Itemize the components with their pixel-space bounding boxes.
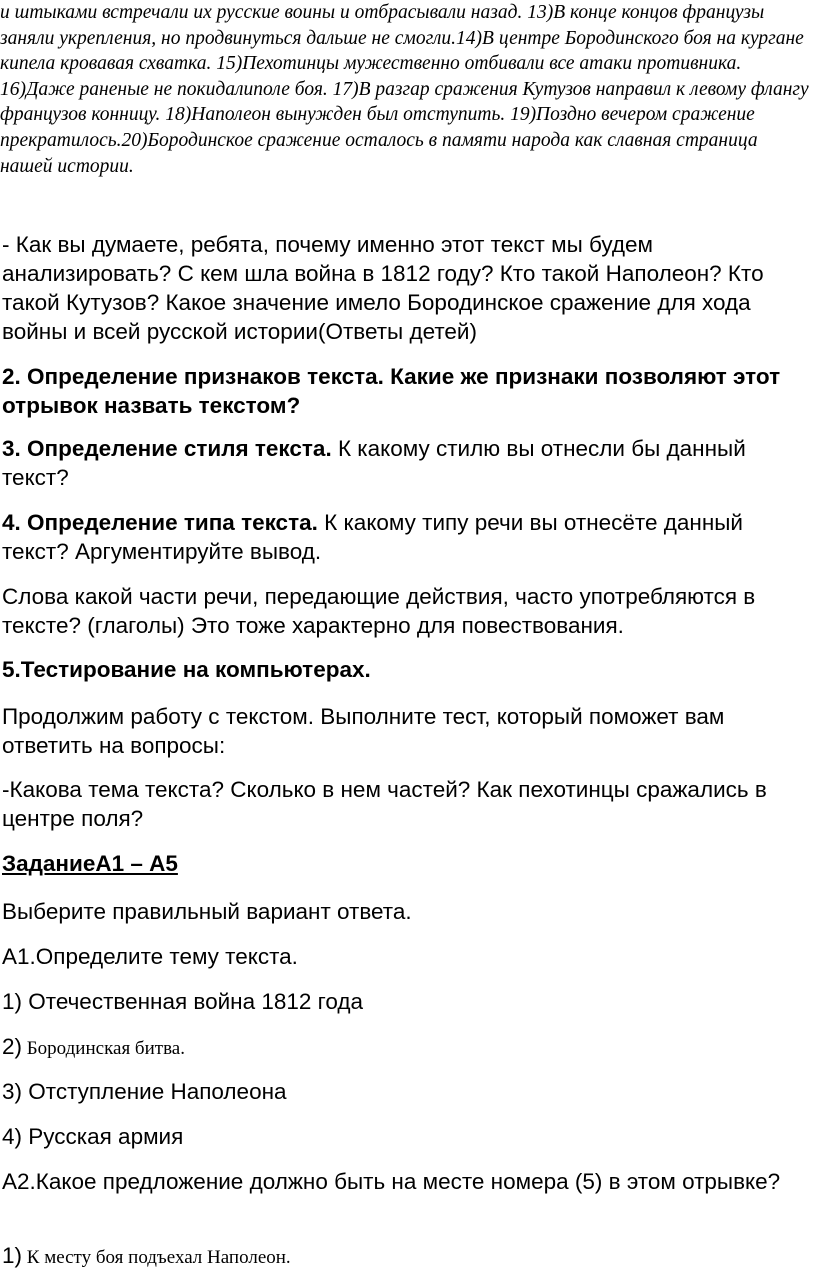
a1-option-4-number: 4) xyxy=(2,1124,23,1149)
a1-option-2 xyxy=(2,1032,814,1063)
italic-text-excerpt: и штыками встречали их русские воины и отбрасывали назад. 13)В конце концов французы заняли укрепления, но продвинуться дальше не смогли.14)В центре Бородинского боя на кургане кипела кровавая схватка. 15)Пехотинцы мужественно отбивали все атаки противника. 16)Даже раненые не покидалиполе боя. 17)В разгар сражения Кутузов направил к левому флангу французов конницу. 18)Наполеон вынужден был отступить. 19)Поздно вечером сражение прекратилось.20)Бородинское сражение осталось в памяти народа как славная страница нашей истории. xyxy=(0,2,809,177)
test-questions-paragraph: -Какова тема текста? Сколько в нем частей? Как пехотинцы сражались в центре поля? xyxy=(2,777,767,831)
a1-option-1-number: 1) xyxy=(2,989,23,1014)
a1-option-1-text: Отечественная война 1812 года xyxy=(22,989,364,1014)
parts-of-speech-paragraph: Слова какой части речи, передающие действия, часто употребляются в тексте? (глаголы) Это тоже характерно для повествования. xyxy=(2,584,756,638)
a1-option-1 xyxy=(2,987,814,1016)
section-3-text: К какому стилю вы отнесли бы данный текст? xyxy=(2,436,746,490)
discussion-questions: - Как вы думаете, ребята, почему именно этот текст мы будем анализировать? С кем шла война в 1812 году? Кто такой Наполеон? Кто такой Кутузов? Какое значение имело Бородинское сражение для хода войны и всей русской истории(Ответы детей) xyxy=(2,232,764,344)
a1-question: А1.Определите тему текста. xyxy=(2,944,298,969)
a2-option-1-number: 1) xyxy=(2,1243,23,1268)
a2-option-1-text: К месту боя подъехал Наполеон. xyxy=(22,1247,291,1268)
choose-answer-instruction: Выберите правильный вариант ответа. xyxy=(2,899,412,924)
section-4-heading: 4. Определение типа текста. xyxy=(2,510,318,535)
a2-question: А2.Какое предложение должно быть на месте номера (5) в этом отрывке? xyxy=(2,1169,781,1194)
a1-option-3-text: Отступление Наполеона xyxy=(22,1079,287,1104)
a1-option-3-number: 3) xyxy=(2,1079,23,1104)
continue-paragraph: Продолжим работу с текстом. Выполните тест, который поможет вам ответить на вопросы: xyxy=(2,704,725,758)
a1-option-4-text: Русская армия xyxy=(22,1124,184,1149)
a1-option-4 xyxy=(2,1122,814,1151)
section-3-heading: 3. Определение стиля текста. xyxy=(2,436,332,461)
a1-option-2-text: Бородинская битва. xyxy=(22,1038,185,1059)
section-4-paragraph xyxy=(2,508,814,566)
task-heading: ЗаданиеА1 – А5 xyxy=(2,851,178,876)
section-5-heading: 5.Тестирование на компьютерах. xyxy=(2,657,371,682)
section-4-text: К какому типу речи вы отнесёте данный текст? Аргументируйте вывод. xyxy=(2,510,743,564)
section-3-paragraph xyxy=(2,434,814,492)
section-2-heading: 2. Определение признаков текста. Какие же признаки позволяют этот отрывок назвать текстом? xyxy=(2,364,781,418)
a2-option-1 xyxy=(2,1241,814,1272)
a1-option-3 xyxy=(2,1077,814,1106)
a1-option-2-number: 2) xyxy=(2,1034,23,1059)
